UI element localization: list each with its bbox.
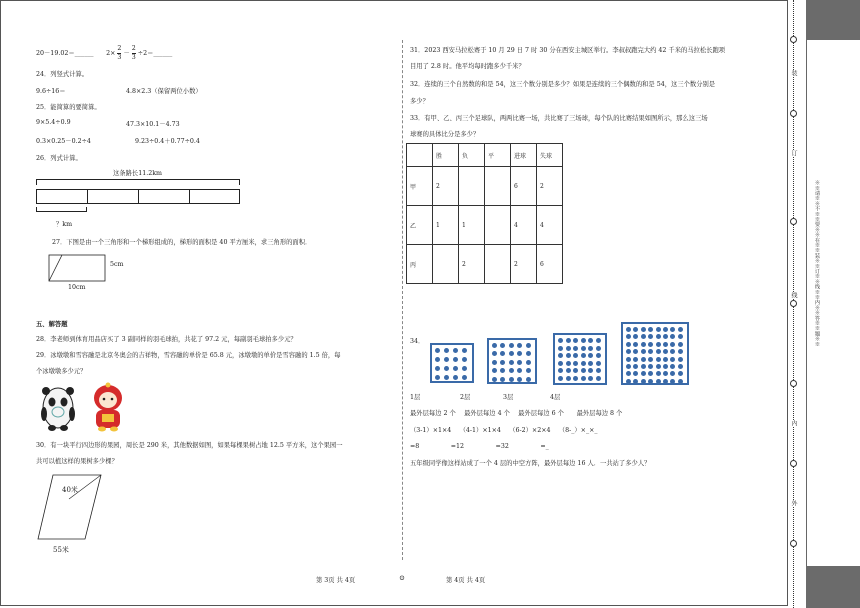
array-dot <box>663 371 668 376</box>
q26-brace <box>36 179 240 185</box>
table-cell: 2 <box>459 245 485 284</box>
array-dot <box>444 375 449 380</box>
score-table <box>406 143 563 284</box>
array-dot <box>500 377 505 382</box>
binding-hole <box>790 380 797 387</box>
table-cell <box>433 245 459 284</box>
array-dot <box>526 343 531 348</box>
array-dot <box>566 353 571 358</box>
binding-warning: ※※请※※不※※要※※在※※装※※订※※线※※内※※答※※题※※ <box>814 180 820 347</box>
table-cell: 甲 <box>407 167 433 206</box>
array-dot <box>509 368 514 373</box>
array-dot <box>435 357 440 362</box>
array-layer-2 <box>487 338 537 384</box>
array-dot <box>526 351 531 356</box>
array-dot <box>492 377 497 382</box>
array-dot <box>573 338 578 343</box>
array-dot <box>566 338 571 343</box>
array-dot <box>678 357 683 362</box>
binding-mark: 线 <box>790 292 797 299</box>
table-cell: 2 <box>537 167 563 206</box>
table-cell: 6 <box>511 167 537 206</box>
q29-line2: 个冰墩墩多少元？ <box>36 368 87 375</box>
array-dot <box>462 366 467 371</box>
array-dot <box>526 377 531 382</box>
array-dot <box>633 342 638 347</box>
layer-label-2: 2层 <box>460 394 471 401</box>
array-dot <box>648 364 653 369</box>
array-dot <box>596 346 601 351</box>
array-dot <box>648 334 653 339</box>
q29-line1: 29．冰墩墩和雪容融是北京冬奥会的吉祥物，雪容融的单价是 65.8 元，冰墩墩的单价是雪容融的 1.5 倍，每 <box>36 352 341 359</box>
array-dot <box>500 343 505 348</box>
array-dot <box>626 364 631 369</box>
q23-prefix: 20－19.02＝______ 2× <box>36 50 116 57</box>
frac2-den: 3 <box>131 54 136 61</box>
q26-segment <box>87 189 139 204</box>
array-dot <box>633 364 638 369</box>
binding-hole <box>790 218 797 225</box>
array-dot <box>596 376 601 381</box>
mascots-illustration <box>38 382 130 432</box>
array-dot <box>453 366 458 371</box>
array-dot <box>626 371 631 376</box>
binding-hole <box>790 540 797 547</box>
array-dot <box>558 346 563 351</box>
array-dot <box>633 371 638 376</box>
binding-hole <box>790 460 797 467</box>
array-dot <box>566 346 571 351</box>
q27-height-label: 5cm <box>110 261 124 268</box>
array-dot <box>558 353 563 358</box>
array-dot <box>678 334 683 339</box>
table-header-cell: 负 <box>459 144 485 167</box>
table-header-row <box>407 144 563 167</box>
formula-line: （3-1）×1×4 （4-1）×1×4 （6-2）×2×4 （8-_）×_×_ <box>410 427 598 434</box>
array-layer-3 <box>553 333 607 385</box>
q24-title: 24．列竖式计算。 <box>36 71 89 78</box>
array-dot <box>492 343 497 348</box>
binding-hole <box>790 110 797 117</box>
array-dot <box>670 371 675 376</box>
array-dot <box>558 376 563 381</box>
array-dot <box>558 338 563 343</box>
table-cell: 2 <box>433 167 459 206</box>
q25-b: 47.3×10.1－4.73 <box>126 121 180 128</box>
q31-line1: 31．2023 西安马拉松赛于 10 月 29 日 7 时 30 分在西安主城区举行。李叔叔跑完大约 42 千米的马拉松长跑项 <box>410 47 726 54</box>
array-dot <box>656 334 661 339</box>
table-cell <box>459 167 485 206</box>
minus-sign: － <box>123 50 130 57</box>
array-dot <box>500 360 505 365</box>
layer-label-3: 3层 <box>503 394 514 401</box>
q33-line1: 33．有甲、乙、丙三个足球队，两两比赛一场，共比赛了三场球，每个队的比赛结果如图所示，那么这三场 <box>410 115 708 122</box>
array-dot <box>566 376 571 381</box>
array-dot <box>517 368 522 373</box>
section-5-heading: 五、解答题 <box>36 321 68 328</box>
table-cell <box>485 245 511 284</box>
array-dot <box>509 351 514 356</box>
q28: 28．李老师到体育用品店买了 3 副同样的羽毛球拍，共花了 97.2 元，每副羽毛球拍多少元？ <box>36 336 297 343</box>
array-dot <box>663 342 668 347</box>
array-dot <box>656 379 661 384</box>
array-dot <box>656 364 661 369</box>
q24-b: 4.8×2.3（保留两位小数） <box>126 88 202 95</box>
table-header-cell: 平 <box>485 144 511 167</box>
q26-segment <box>138 189 190 204</box>
array-dot <box>596 353 601 358</box>
binding-strip <box>788 0 860 608</box>
array-dot <box>573 361 578 366</box>
table-cell: 乙 <box>407 206 433 245</box>
array-dot <box>670 349 675 354</box>
array-dot <box>517 343 522 348</box>
frac2-num: 2 <box>131 45 136 52</box>
binding-gray-block <box>806 566 860 608</box>
array-dot <box>656 357 661 362</box>
array-dot <box>663 357 668 362</box>
array-dot <box>526 368 531 373</box>
q27-base-label: 10cm <box>68 284 86 291</box>
array-dot <box>453 375 458 380</box>
q26-segment <box>189 189 240 204</box>
array-dot <box>641 364 646 369</box>
array-dot <box>573 353 578 358</box>
array-dot <box>663 364 668 369</box>
array-dot <box>596 368 601 373</box>
q23-tail: ÷2＝______ <box>137 50 173 57</box>
lantern-mascot <box>94 383 122 432</box>
page-separator-icon: ⊙ <box>399 574 405 582</box>
array-dot <box>566 361 571 366</box>
array-dot <box>588 376 593 381</box>
array-dot <box>678 364 683 369</box>
page-number-left: 第 3页 共 4页 <box>316 577 356 584</box>
array-dot <box>626 349 631 354</box>
array-dot <box>626 357 631 362</box>
array-dot <box>596 338 601 343</box>
array-dot <box>558 368 563 373</box>
q27-text: 27．下图是由一个三角形和一个梯形组成的，梯形的面积是 40 平方厘米，求三角形的面积． <box>52 239 312 246</box>
array-dot <box>656 349 661 354</box>
array-dot <box>641 327 646 332</box>
table-cell: 丙 <box>407 245 433 284</box>
array-dot <box>633 349 638 354</box>
table-row <box>407 167 563 206</box>
array-dot <box>648 349 653 354</box>
array-dot <box>509 377 514 382</box>
edge-count-line: 最外层每边 2 个 最外层每边 4 个 最外层每边 6 个 最外层每边 8 个 <box>410 410 623 417</box>
q25-c: 0.3×0.25－0.2÷4 <box>36 138 91 145</box>
array-dot <box>678 342 683 347</box>
array-dot <box>633 379 638 384</box>
array-dot <box>517 377 522 382</box>
array-dot <box>588 338 593 343</box>
array-dot <box>670 334 675 339</box>
q34-label: 34． <box>410 338 425 345</box>
q25-title: 25．能简算的要简算。 <box>36 104 101 111</box>
array-dot <box>641 371 646 376</box>
table-cell: 2 <box>511 245 537 284</box>
array-dot <box>435 348 440 353</box>
array-dot <box>656 371 661 376</box>
binding-hole <box>790 36 797 43</box>
q25-d: 9.23÷0.4＋0.77÷0.4 <box>135 138 200 145</box>
q31-line2: 目用了 2.8 时。他平均每时跑多少千米？ <box>410 63 525 70</box>
array-dot <box>678 349 683 354</box>
array-dot <box>509 343 514 348</box>
array-dot <box>526 360 531 365</box>
array-dot <box>517 360 522 365</box>
array-dot <box>596 361 601 366</box>
array-dot <box>678 371 683 376</box>
array-dot <box>588 353 593 358</box>
q32-line1: 32．连续的三个自然数的和是 54，这三个数分别是多少？如果是连续的三个偶数的和是 54，这三个数分别是 <box>410 81 716 88</box>
array-dot <box>641 379 646 384</box>
array-dot <box>492 360 497 365</box>
array-dot <box>444 366 449 371</box>
array-dot <box>558 361 563 366</box>
q34-question: 五年级同学像这样站成了一个 4 层的中空方阵，最外层每边 16 人．一共站了多少人？ <box>410 460 651 467</box>
q33-line2: 球赛的具体比分是多少？ <box>410 131 480 138</box>
array-dot <box>581 368 586 373</box>
q30-bottom-label: 55米 <box>53 546 69 554</box>
table-header-cell <box>407 144 433 167</box>
array-dot <box>648 327 653 332</box>
panda-mascot <box>41 387 75 431</box>
table-cell <box>485 206 511 245</box>
table-cell: 4 <box>511 206 537 245</box>
array-dot <box>663 327 668 332</box>
q24-a: 9.6÷16＝ <box>36 88 66 95</box>
array-dot <box>588 346 593 351</box>
q30-line2: 共可以植这样的果树多少棵？ <box>36 458 118 465</box>
q25-a: 9×5.4÷0.9 <box>36 119 71 126</box>
array-dot <box>509 360 514 365</box>
array-dot <box>648 371 653 376</box>
q30-line1: 30．有一块平行四边形的果园，周长是 290 米，其他数据如图，如果每棵果树占地 12.5 平方米，这个果园一 <box>36 442 343 449</box>
array-dot <box>588 361 593 366</box>
array-dot <box>581 376 586 381</box>
array-dot <box>453 357 458 362</box>
array-dot <box>581 338 586 343</box>
array-dot <box>626 342 631 347</box>
array-dot <box>573 376 578 381</box>
binding-line <box>806 40 807 566</box>
binding-mark: 订 <box>790 150 797 157</box>
array-dot <box>444 348 449 353</box>
array-layer-4 <box>621 322 689 385</box>
array-dot <box>435 375 440 380</box>
column-divider <box>402 40 403 560</box>
array-dot <box>641 334 646 339</box>
array-dot <box>453 348 458 353</box>
array-dot <box>573 346 578 351</box>
q26-segment <box>36 189 88 204</box>
array-dot <box>492 351 497 356</box>
table-header-cell: 失球 <box>537 144 563 167</box>
q26-bar-label: 这条路长11.2km <box>113 170 162 177</box>
table-cell <box>485 167 511 206</box>
array-dot <box>566 368 571 373</box>
array-dot <box>670 327 675 332</box>
array-dot <box>581 361 586 366</box>
array-dot <box>633 327 638 332</box>
array-dot <box>670 379 675 384</box>
frac1-num: 2 <box>117 45 122 52</box>
array-dot <box>462 375 467 380</box>
page-number-right: 第 4页 共 4页 <box>446 577 486 584</box>
frac1-den: 3 <box>117 54 122 61</box>
array-dot <box>462 348 467 353</box>
array-dot <box>626 327 631 332</box>
array-dot <box>581 346 586 351</box>
array-dot <box>462 357 467 362</box>
array-dot <box>670 357 675 362</box>
table-cell: 6 <box>537 245 563 284</box>
array-dot <box>648 342 653 347</box>
array-dot <box>588 368 593 373</box>
array-dot <box>500 368 505 373</box>
binding-hole <box>790 300 797 307</box>
array-dot <box>678 379 683 384</box>
array-dot <box>663 379 668 384</box>
q27-figure <box>48 254 108 282</box>
q30-parallelogram <box>37 473 103 543</box>
binding-mark: 内 <box>790 420 797 427</box>
array-dot <box>670 364 675 369</box>
array-dot <box>656 342 661 347</box>
q23-line <box>36 45 172 62</box>
array-dot <box>492 368 497 373</box>
array-dot <box>500 351 505 356</box>
array-dot <box>633 357 638 362</box>
q26-under-brace <box>36 207 87 212</box>
array-dot <box>573 368 578 373</box>
table-cell: 1 <box>433 206 459 245</box>
array-dot <box>641 342 646 347</box>
array-dot <box>633 334 638 339</box>
table-cell: 1 <box>459 206 485 245</box>
q30-top-label: 40米 <box>62 486 78 494</box>
q26-title: 26．列式计算。 <box>36 155 82 162</box>
table-header-cell: 进球 <box>511 144 537 167</box>
array-dot <box>517 351 522 356</box>
array-dot <box>641 349 646 354</box>
table-header-cell: 胜 <box>433 144 459 167</box>
layer-label-1: 1层 <box>410 394 421 401</box>
array-dot <box>663 349 668 354</box>
array-dot <box>444 357 449 362</box>
array-dot <box>648 357 653 362</box>
binding-mark: 外 <box>790 500 797 507</box>
array-dot <box>435 366 440 371</box>
array-dot <box>626 334 631 339</box>
array-dot <box>641 357 646 362</box>
table-row <box>407 206 563 245</box>
array-dot <box>678 327 683 332</box>
result-line: =8 =12 =32 =_ <box>410 443 549 450</box>
array-dot <box>648 379 653 384</box>
table-cell: 4 <box>537 206 563 245</box>
array-layer-1 <box>430 343 474 383</box>
binding-gray-block <box>806 0 860 40</box>
q26-unknown: ？km <box>56 221 73 228</box>
array-dot <box>670 342 675 347</box>
binding-mark: 装 <box>790 70 797 77</box>
table-row <box>407 245 563 284</box>
layer-label-4: 4层 <box>550 394 561 401</box>
array-dot <box>581 353 586 358</box>
q32-line2: 多少？ <box>410 98 429 105</box>
array-dot <box>656 327 661 332</box>
array-dot <box>663 334 668 339</box>
array-dot <box>626 379 631 384</box>
